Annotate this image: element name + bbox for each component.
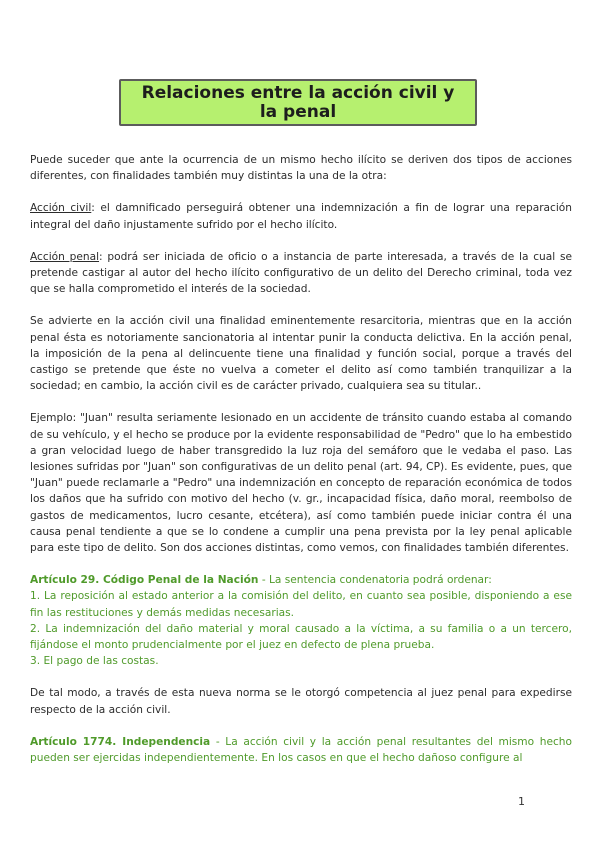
article-1774-text: - La acción civil y la acción penal resultantes del mismo hecho pueden ser ejercidas independientemente. En los casos en que el hecho dañoso configure al	[30, 735, 572, 765]
article-29-block	[30, 572, 572, 669]
finality-paragraph: Se advierte en la acción civil una finalidad eminentemente resarcitoria, mientras que en la acción penal ésta es notoriamente sancionatoria al intentar punir la conducta delictiva. En la acción penal, la imposición de la pena al delincuente tiene una finalidad y función social, porque a través del castigo se pretende que éste no vuelva a cometer el delito así como también tranquilizar a la sociedad; en cambio, la acción civil es de carácter privado, cualquiera sea su titular..	[30, 315, 572, 393]
article-29-item: 2. La indemnización del daño material y moral causado a la víctima, a su familia o a un tercero, fijándose el monto prudencialmente por el juez en defecto de plena prueba.	[30, 622, 572, 652]
penal-action-paragraph	[30, 249, 572, 298]
civil-action-text: : el damnificado perseguirá obtener una indemnización a fin de lograr una reparación integral del daño injustamente sufrido por el hecho ilícito.	[30, 202, 572, 231]
article-29-heading-line	[30, 572, 572, 588]
tal-modo-paragraph: De tal modo, a través de esta nueva norma se le otorgó competencia al juez penal para expedirse respecto de la acción civil.	[30, 687, 572, 716]
article-1774-heading: Artículo 1774. Independencia	[30, 735, 211, 748]
penal-action-term: Acción penal	[30, 250, 100, 263]
article-29-item: 3. El pago de las costas.	[30, 655, 159, 668]
article-29-intro: - La sentencia condenatoria podrá ordenar:	[258, 574, 492, 587]
civil-action-term: Acción civil	[30, 202, 92, 215]
penal-action-text: : podrá ser iniciada de oficio o a instancia de parte interesada, a través de la cual se pretende castigar al autor del hecho ilícito configurativo de un delito del Derecho criminal, toda vez que se halla comprometido el interés de la sociedad.	[30, 250, 573, 296]
example-paragraph: Ejemplo: "Juan" resulta seriamente lesionado en un accidente de tránsito cuando estaba al comando de su vehículo, y el hecho se produce por la evidente responsabilidad de "Pedro" que lo ha embestido a gran velocidad luego de haber transgredido la luz roja del semáforo que le vedaba el paso. Las lesiones sufridas por "Juan" son configurativas de un delito penal (art. 94, CP). Es evidente, pues, que "Juan" puede reclamarle a "Pedro" una indemnización en concepto de reparación económica de todos los daños que ha sufrido con motivo del hecho (v. gr., incapacidad física, daño moral, reembolso de gastos de medicamentos, lucro cesante, etcétera), así como también puede iniciar contra él una causa penal tendiente a que se lo condene a cumplir una pena prevista por la ley penal aplicable para este tipo de delito. Son dos acciones distintas, como vemos, con finalidades también diferentes.	[30, 412, 572, 555]
civil-action-paragraph	[30, 200, 572, 232]
page-number: 1	[518, 795, 525, 808]
document-body	[30, 152, 572, 782]
article-1774-paragraph	[30, 734, 572, 766]
article-29-heading: Artículo 29. Código Penal de la Nación	[30, 574, 259, 587]
intro-paragraph: Puede suceder que ante la ocurrencia de un mismo hecho ilícito se deriven dos tipos de acciones diferentes, con finalidades también muy distintas la una de la otra:	[30, 154, 572, 183]
article-29-item: 1. La reposición al estado anterior a la comisión del delito, en cuanto sea posible, disponiendo a ese fin las restituciones y demás medidas necesarias.	[30, 590, 572, 619]
page-title: Relaciones entre la acción civil y la penal	[119, 79, 477, 126]
